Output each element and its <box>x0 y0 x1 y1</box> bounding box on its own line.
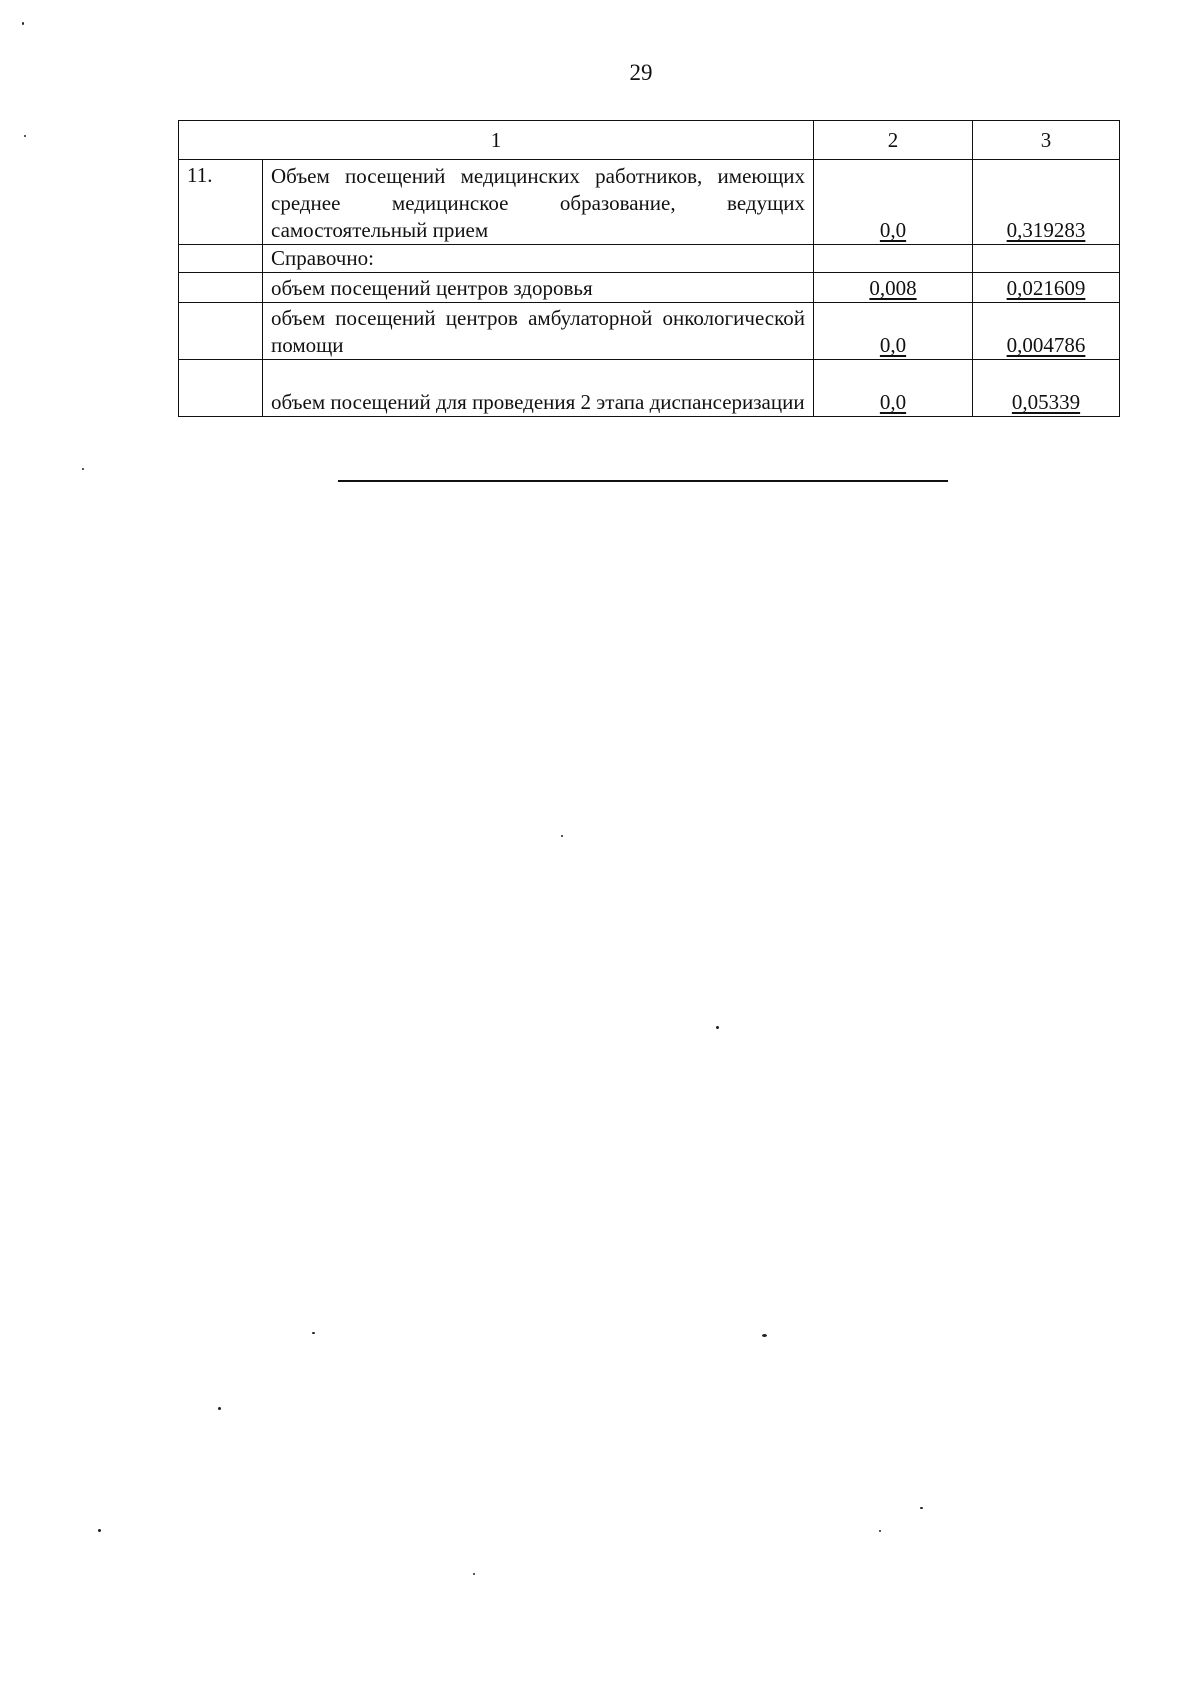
column-header-3: 3 <box>973 121 1120 160</box>
scan-speck <box>473 1573 475 1575</box>
scan-speck <box>920 1507 923 1509</box>
row-label: объем посещений центров здоровья <box>263 273 814 303</box>
row-number <box>179 273 263 303</box>
end-separator-line <box>338 480 948 482</box>
scan-speck <box>716 1026 719 1029</box>
scan-speck <box>762 1334 767 1337</box>
row-value-col2: 0,0 <box>814 360 973 417</box>
row-value-col2 <box>814 245 973 273</box>
row-number <box>179 245 263 273</box>
row-value-col2: 0,0 <box>814 160 973 245</box>
table-row <box>179 273 1120 303</box>
row-label: объем посещений для проведения 2 этапа диспансеризации <box>263 360 814 417</box>
data-table <box>178 120 1120 417</box>
scan-speck <box>98 1529 101 1532</box>
scan-speck <box>218 1407 221 1410</box>
scan-speck <box>561 835 563 837</box>
scan-speck <box>879 1530 881 1532</box>
row-value-col2: 0,0 <box>814 303 973 360</box>
row-value-col3: 0,004786 <box>973 303 1120 360</box>
row-label: Справочно: <box>263 245 814 273</box>
scan-speck <box>22 22 24 25</box>
scan-speck <box>82 468 84 470</box>
scan-speck <box>312 1332 315 1334</box>
row-value-col3: 0,319283 <box>973 160 1120 245</box>
row-label: объем посещений центров амбулаторной онкологической помощи <box>263 303 814 360</box>
row-number <box>179 303 263 360</box>
table-row <box>179 360 1120 417</box>
column-header-1: 1 <box>179 121 814 160</box>
row-value-col2: 0,008 <box>814 273 973 303</box>
row-value-col3: 0,021609 <box>973 273 1120 303</box>
column-header-2: 2 <box>814 121 973 160</box>
row-value-col3: 0,05339 <box>973 360 1120 417</box>
row-value-col3 <box>973 245 1120 273</box>
row-number <box>179 360 263 417</box>
row-label: Объем посещений медицинских работников, имеющих среднее медицинское образование, ведущих самостоятельный прием <box>263 160 814 245</box>
row-number: 11. <box>179 160 263 245</box>
table-header-row <box>179 121 1120 160</box>
table-row <box>179 245 1120 273</box>
scan-speck <box>24 135 26 137</box>
table-row <box>179 160 1120 245</box>
page-number: 29 <box>629 60 653 85</box>
table-row <box>179 303 1120 360</box>
